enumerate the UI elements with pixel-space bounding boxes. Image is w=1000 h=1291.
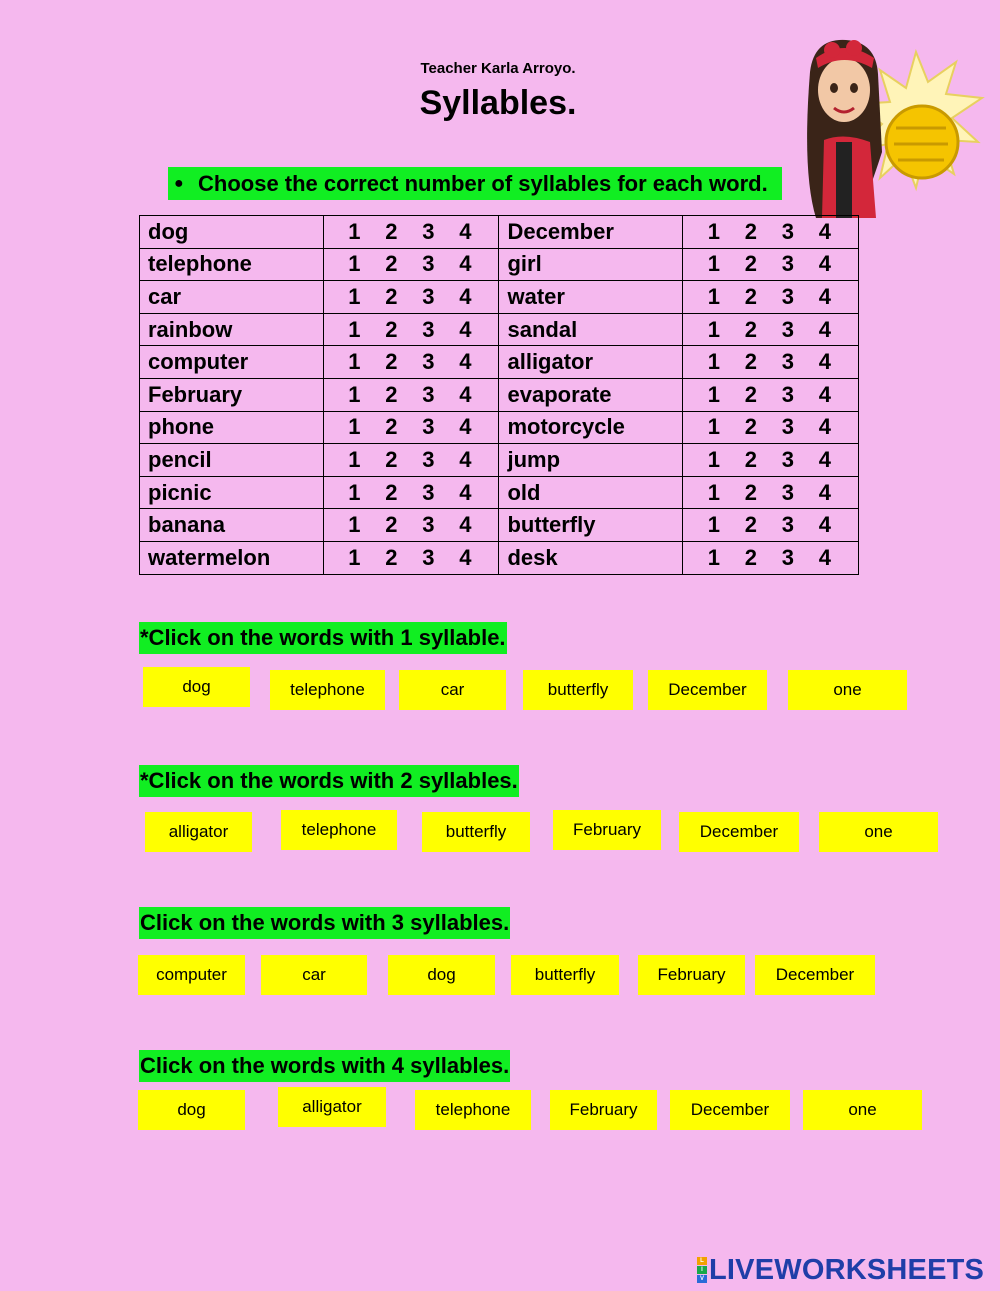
section-heading-3: Click on the words with 3 syllables. xyxy=(139,907,510,939)
syllable-options xyxy=(323,346,499,379)
table-word: alligator xyxy=(499,346,683,379)
table-word: rainbow xyxy=(140,313,324,346)
word-chip[interactable]: butterfly xyxy=(511,955,619,995)
syllable-option[interactable]: 3 xyxy=(781,544,794,570)
syllable-option[interactable]: 3 xyxy=(422,218,435,244)
syllable-option[interactable]: 1 xyxy=(348,414,361,440)
syllable-option[interactable]: 2 xyxy=(744,218,757,244)
syllable-option[interactable]: 3 xyxy=(781,414,794,440)
syllable-option[interactable]: 4 xyxy=(818,251,831,277)
syllable-table xyxy=(139,215,859,575)
syllable-options xyxy=(683,411,859,444)
word-chip[interactable]: February xyxy=(638,955,745,995)
syllable-option[interactable]: 1 xyxy=(348,316,361,342)
syllable-option[interactable]: 3 xyxy=(422,446,435,472)
section-heading-2: *Click on the words with 2 syllables. xyxy=(139,765,519,797)
word-chip[interactable]: computer xyxy=(138,955,245,995)
syllable-options xyxy=(683,216,859,249)
table-row xyxy=(140,411,859,444)
syllable-option[interactable]: 4 xyxy=(459,512,472,538)
avatar-illustration xyxy=(796,32,986,218)
syllable-options xyxy=(683,281,859,314)
syllable-option[interactable]: 3 xyxy=(781,251,794,277)
syllable-option[interactable]: 1 xyxy=(707,283,720,309)
syllable-options xyxy=(683,509,859,542)
table-word: girl xyxy=(499,248,683,281)
table-row xyxy=(140,378,859,411)
syllable-options xyxy=(323,281,499,314)
syllable-option[interactable]: 1 xyxy=(707,479,720,505)
syllable-option[interactable]: 4 xyxy=(818,316,831,342)
table-word: desk xyxy=(499,541,683,574)
table-row xyxy=(140,248,859,281)
syllable-option[interactable]: 2 xyxy=(385,544,398,570)
table-word: December xyxy=(499,216,683,249)
table-word: water xyxy=(499,281,683,314)
syllable-options xyxy=(323,313,499,346)
syllable-option[interactable]: 2 xyxy=(744,479,757,505)
syllable-option[interactable]: 3 xyxy=(781,283,794,309)
syllable-option[interactable]: 2 xyxy=(385,349,398,375)
syllable-option[interactable]: 4 xyxy=(818,544,831,570)
syllable-option[interactable]: 1 xyxy=(707,316,720,342)
word-chip[interactable]: February xyxy=(553,810,661,850)
table-word: pencil xyxy=(140,444,324,477)
syllable-options xyxy=(323,216,499,249)
syllable-option[interactable]: 1 xyxy=(348,381,361,407)
syllable-option[interactable]: 3 xyxy=(422,283,435,309)
word-chip[interactable]: December xyxy=(670,1090,790,1130)
syllable-option[interactable]: 1 xyxy=(707,414,720,440)
table-row xyxy=(140,509,859,542)
syllable-options xyxy=(683,476,859,509)
syllable-option[interactable]: 1 xyxy=(707,349,720,375)
syllable-option[interactable]: 1 xyxy=(707,218,720,244)
logo-letter: I xyxy=(697,1266,707,1274)
table-word: watermelon xyxy=(140,541,324,574)
syllable-option[interactable]: 3 xyxy=(422,512,435,538)
syllable-option[interactable]: 4 xyxy=(459,218,472,244)
syllable-option[interactable]: 3 xyxy=(781,512,794,538)
syllable-option[interactable]: 4 xyxy=(818,218,831,244)
syllable-option[interactable]: 2 xyxy=(744,446,757,472)
syllable-option[interactable]: 3 xyxy=(781,381,794,407)
table-row xyxy=(140,346,859,379)
syllable-option[interactable]: 1 xyxy=(348,251,361,277)
syllable-options xyxy=(323,509,499,542)
syllable-option[interactable]: 4 xyxy=(818,446,831,472)
table-word: picnic xyxy=(140,476,324,509)
logo-text: LIVEWORKSHEETS xyxy=(709,1253,985,1286)
syllable-options xyxy=(323,476,499,509)
table-word: sandal xyxy=(499,313,683,346)
word-chip[interactable]: December xyxy=(679,812,799,852)
syllable-options xyxy=(323,411,499,444)
syllable-option[interactable]: 2 xyxy=(744,349,757,375)
syllable-option[interactable]: 1 xyxy=(707,446,720,472)
table-word: motorcycle xyxy=(499,411,683,444)
word-chip[interactable]: dog xyxy=(138,1090,245,1130)
table-row xyxy=(140,216,859,249)
syllable-option[interactable]: 1 xyxy=(348,349,361,375)
syllable-option[interactable]: 3 xyxy=(422,349,435,375)
syllable-option[interactable]: 2 xyxy=(744,283,757,309)
syllable-option[interactable]: 4 xyxy=(818,381,831,407)
syllable-option[interactable]: 3 xyxy=(422,479,435,505)
syllable-option[interactable]: 3 xyxy=(781,218,794,244)
syllable-option[interactable]: 1 xyxy=(707,381,720,407)
syllable-options xyxy=(323,444,499,477)
syllable-option[interactable]: 4 xyxy=(818,283,831,309)
syllable-options xyxy=(683,378,859,411)
syllable-option[interactable]: 2 xyxy=(385,512,398,538)
table-word: car xyxy=(140,281,324,314)
syllable-option[interactable]: 3 xyxy=(781,316,794,342)
instruction-banner xyxy=(168,167,782,200)
syllable-option[interactable]: 4 xyxy=(459,414,472,440)
table-row xyxy=(140,313,859,346)
syllable-option[interactable]: 2 xyxy=(744,381,757,407)
word-chip[interactable]: February xyxy=(550,1090,657,1130)
word-chip[interactable]: telephone xyxy=(415,1090,531,1130)
syllable-options xyxy=(323,248,499,281)
syllable-option[interactable]: 2 xyxy=(744,512,757,538)
syllable-option[interactable]: 4 xyxy=(459,316,472,342)
section-heading-1: *Click on the words with 1 syllable. xyxy=(139,622,507,654)
syllable-option[interactable]: 3 xyxy=(781,479,794,505)
word-chip[interactable]: car xyxy=(399,670,506,710)
syllable-options xyxy=(683,444,859,477)
word-chip[interactable]: December xyxy=(648,670,767,710)
word-chip[interactable]: telephone xyxy=(270,670,385,710)
syllable-option[interactable]: 3 xyxy=(422,414,435,440)
syllable-option[interactable]: 1 xyxy=(707,251,720,277)
word-chip[interactable]: alligator xyxy=(145,812,252,852)
syllable-option[interactable]: 2 xyxy=(385,479,398,505)
syllable-option[interactable]: 2 xyxy=(744,544,757,570)
table-word: February xyxy=(140,378,324,411)
syllable-option[interactable]: 2 xyxy=(385,283,398,309)
bullet-icon: ● xyxy=(174,174,184,192)
table-word: banana xyxy=(140,509,324,542)
table-row xyxy=(140,541,859,574)
syllable-option[interactable]: 3 xyxy=(422,251,435,277)
page-title: Syllables. xyxy=(419,84,577,122)
syllable-options xyxy=(323,541,499,574)
syllable-option[interactable]: 4 xyxy=(459,479,472,505)
syllable-option[interactable]: 3 xyxy=(781,446,794,472)
teacher-name: Teacher Karla Arroyo. xyxy=(420,60,576,77)
syllable-option[interactable]: 2 xyxy=(744,251,757,277)
syllable-option[interactable]: 4 xyxy=(459,381,472,407)
syllable-option[interactable]: 4 xyxy=(459,251,472,277)
syllable-option[interactable]: 4 xyxy=(818,479,831,505)
liveworksheets-logo xyxy=(697,1254,984,1286)
table-word: old xyxy=(499,476,683,509)
word-chip[interactable]: alligator xyxy=(278,1087,386,1127)
table-word: jump xyxy=(499,444,683,477)
logo-blocks-icon xyxy=(697,1257,707,1283)
table-word: dog xyxy=(140,216,324,249)
syllable-options xyxy=(683,346,859,379)
table-row xyxy=(140,281,859,314)
table-word: evaporate xyxy=(499,378,683,411)
syllable-option[interactable]: 1 xyxy=(348,544,361,570)
word-chip[interactable]: one xyxy=(819,812,938,852)
syllable-option[interactable]: 4 xyxy=(459,283,472,309)
syllable-option[interactable]: 2 xyxy=(385,446,398,472)
word-chip[interactable]: December xyxy=(755,955,875,995)
word-chip[interactable]: car xyxy=(261,955,367,995)
instruction-text: Choose the correct number of syllables for each word. xyxy=(198,170,768,196)
syllable-option[interactable]: 4 xyxy=(818,512,831,538)
syllable-option[interactable]: 4 xyxy=(818,414,831,440)
syllable-option[interactable]: 3 xyxy=(422,316,435,342)
table-word: telephone xyxy=(140,248,324,281)
logo-letter: V xyxy=(697,1275,707,1283)
syllable-option[interactable]: 1 xyxy=(348,512,361,538)
syllable-option[interactable]: 4 xyxy=(459,349,472,375)
syllable-option[interactable]: 1 xyxy=(348,218,361,244)
syllable-option[interactable]: 3 xyxy=(422,544,435,570)
table-word: butterfly xyxy=(499,509,683,542)
word-chip[interactable]: one xyxy=(803,1090,922,1130)
word-chip[interactable]: one xyxy=(788,670,907,710)
syllable-option[interactable]: 2 xyxy=(385,251,398,277)
syllable-option[interactable]: 1 xyxy=(348,283,361,309)
word-chip[interactable]: dog xyxy=(143,667,250,707)
syllable-option[interactable]: 1 xyxy=(707,544,720,570)
word-chip[interactable]: telephone xyxy=(281,810,397,850)
syllable-option[interactable]: 3 xyxy=(781,349,794,375)
syllable-option[interactable]: 2 xyxy=(385,414,398,440)
syllable-option[interactable]: 2 xyxy=(744,316,757,342)
syllable-option[interactable]: 3 xyxy=(422,381,435,407)
syllable-option[interactable]: 4 xyxy=(459,446,472,472)
syllable-option[interactable]: 4 xyxy=(459,544,472,570)
syllable-option[interactable]: 4 xyxy=(818,349,831,375)
syllable-options xyxy=(683,313,859,346)
syllable-option[interactable]: 2 xyxy=(385,316,398,342)
table-row xyxy=(140,476,859,509)
syllable-option[interactable]: 2 xyxy=(385,218,398,244)
syllable-option[interactable]: 2 xyxy=(385,381,398,407)
table-word: computer xyxy=(140,346,324,379)
syllable-options xyxy=(683,541,859,574)
logo-letter: L xyxy=(697,1257,707,1265)
syllable-option[interactable]: 1 xyxy=(348,446,361,472)
word-chip[interactable]: dog xyxy=(388,955,495,995)
word-chip[interactable]: butterfly xyxy=(523,670,633,710)
table-row xyxy=(140,444,859,477)
syllable-options xyxy=(683,248,859,281)
syllable-option[interactable]: 1 xyxy=(348,479,361,505)
syllable-option[interactable]: 1 xyxy=(707,512,720,538)
syllable-options xyxy=(323,378,499,411)
word-chip[interactable]: butterfly xyxy=(422,812,530,852)
table-word: phone xyxy=(140,411,324,444)
syllable-option[interactable]: 2 xyxy=(744,414,757,440)
section-heading-4: Click on the words with 4 syllables. xyxy=(139,1050,510,1082)
